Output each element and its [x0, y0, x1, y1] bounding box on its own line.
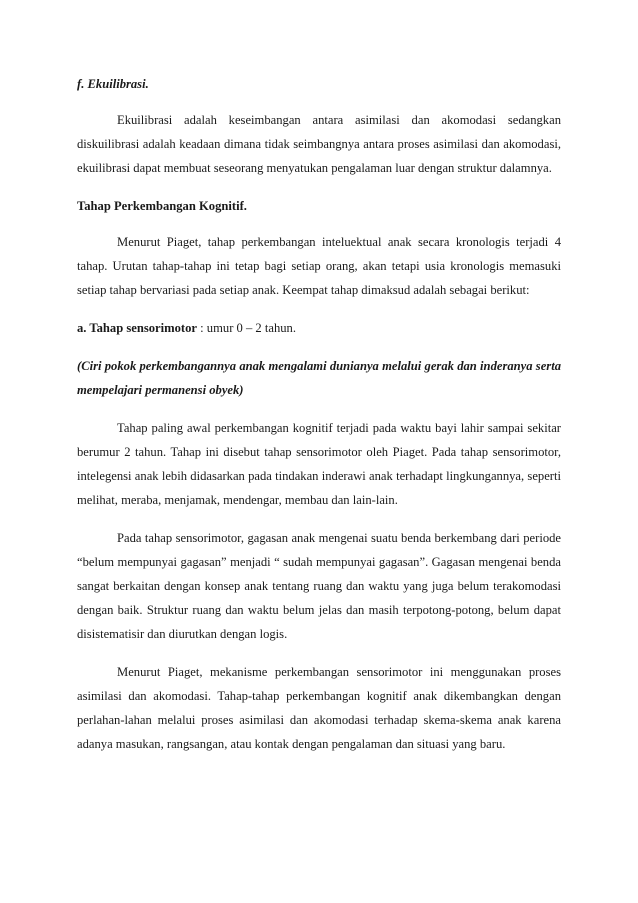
subheading-sensorimotor-bold: a. Tahap sensorimotor	[77, 321, 198, 335]
ciri-pokok-note: (Ciri pokok perkembangannya anak mengalami dunianya melalui gerak dan inderanya serta mempelajari permanensi obyek)	[77, 359, 561, 397]
paragraph-sensorimotor-3: Menurut Piaget, mekanisme perkembangan sensorimotor ini menggunakan proses asimilasi dan akomodasi. Tahap-tahap perkembangan kognitif anak dikembangkan dengan perlahan-lahan melalui proses asimilasi dan akomodasi terhadap skema-skema anak karena adanya masukan, rangsangan, atau kontak dengan pengalaman dan situasi yang baru.	[77, 665, 561, 751]
paragraph-ekuilibrasi: Ekuilibrasi adalah keseimbangan antara asimilasi dan akomodasi sedangkan diskuilibrasi adalah keadaan dimana tidak seimbangnya antara proses asimilasi dan akomodasi, ekuilibrasi dapat membuat seseorang menyatukan pengalaman luar dengan struktur dalamnya.	[77, 113, 561, 175]
section-heading-tahap-perkembangan: Tahap Perkembangan Kognitif.	[77, 199, 247, 213]
page-content	[77, 72, 561, 756]
section-heading-ekuilibrasi: f. Ekuilibrasi.	[77, 77, 149, 91]
subheading-sensorimotor	[77, 316, 561, 340]
paragraph-tahap-perkembangan: Menurut Piaget, tahap perkembangan inteluektual anak secara kronologis terjadi 4 tahap. Urutan tahap-tahap ini tetap bagi setiap orang, akan tetapi usia kronologis memasuki setiap tahap bervariasi pada setiap anak. Keempat tahap dimaksud adalah sebagai berikut:	[77, 235, 561, 297]
subheading-sensorimotor-age: : umur 0 – 2 tahun.	[197, 321, 297, 335]
paragraph-sensorimotor-2: Pada tahap sensorimotor, gagasan anak mengenai suatu benda berkembang dari periode “belum mempunyai gagasan” menjadi “ sudah mempunyai gagasan”. Gagasan mengenai benda sangat berkaitan dengan konsep anak tentang ruang dan waktu yang juga belum terakomodasi dengan baik. Struktur ruang dan waktu belum jelas dan masih terpotong-potong, belum dapat disistematisir dan diurutkan dengan logis.	[77, 531, 561, 641]
paragraph-sensorimotor-1: Tahap paling awal perkembangan kognitif terjadi pada waktu bayi lahir sampai sekitar berumur 2 tahun. Tahap ini disebut tahap sensorimotor oleh Piaget. Pada tahap sensorimotor, intelegensi anak lebih didasarkan pada tindakan inderawi anak terhadapt lingkungannya, seperti melihat, meraba, menjamak, mendengar, membau dan lain-lain.	[77, 421, 561, 507]
